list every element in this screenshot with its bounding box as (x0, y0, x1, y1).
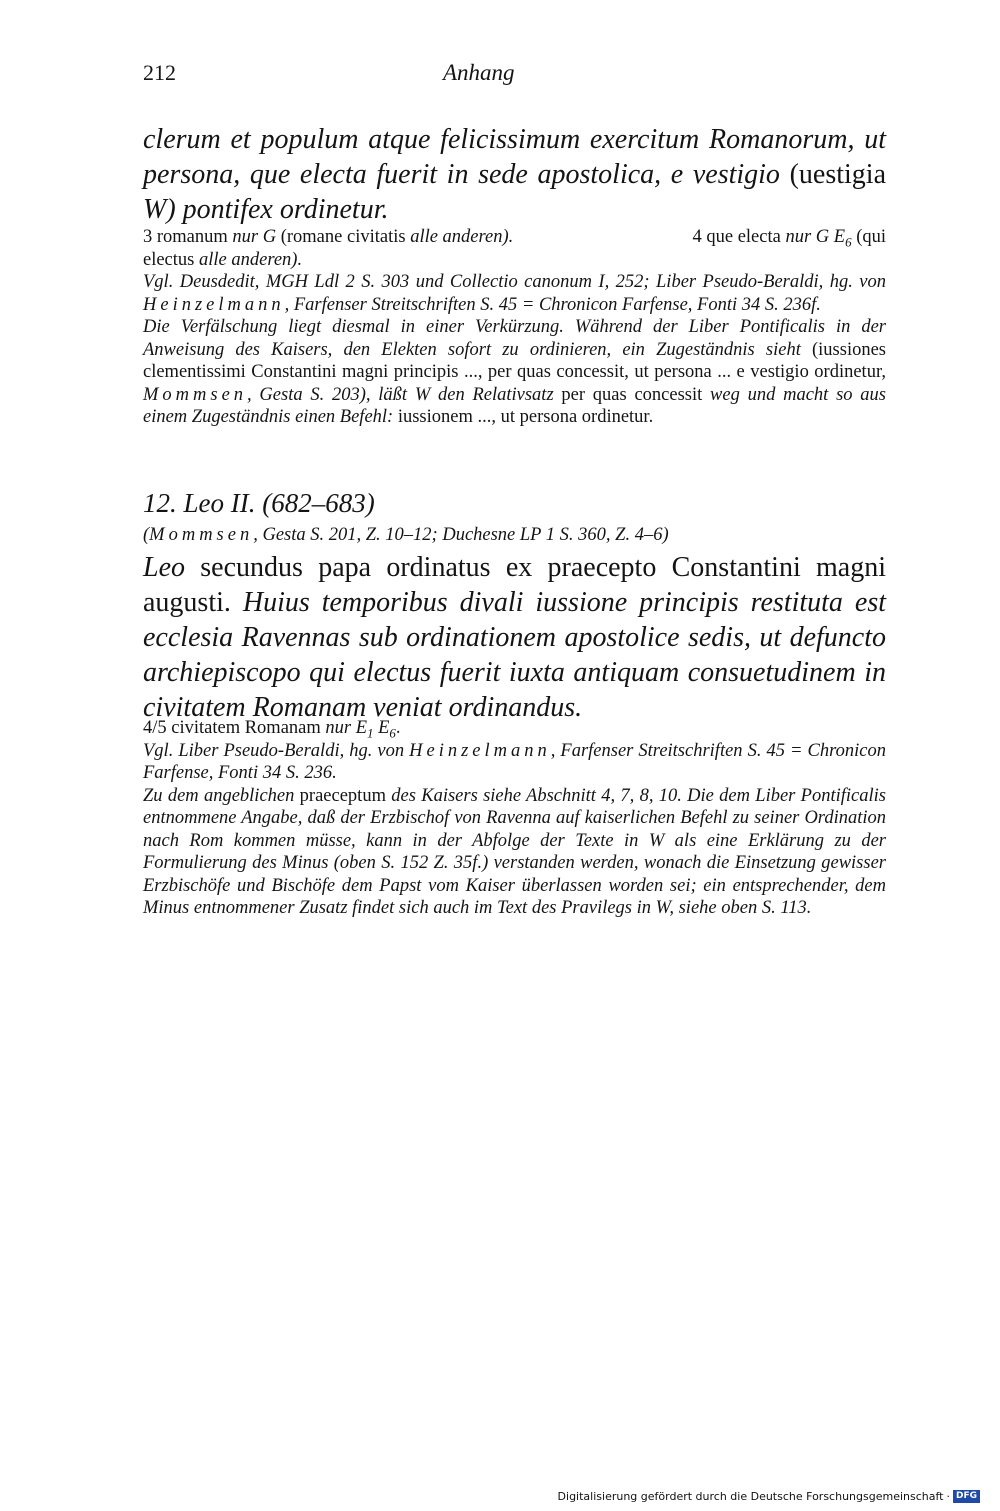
section-heading-12: 12. Leo II. (682–683) (143, 488, 375, 518)
text-segment: (romane civitatis (280, 227, 411, 247)
author-name: Heinzelmann (409, 740, 551, 761)
text-segment: secundus papa ordinatus ex praecepto Constantini magni augusti. (143, 552, 886, 618)
notes-11 (143, 226, 886, 429)
text-segment: Vgl. Deusdedit, MGH Ldl 2 S. 303 und Collectio canonum I, 252; Liber Pseudo-Beraldi, hg. von (143, 272, 886, 292)
text-segment: 4/5 civitatem Romanam (143, 718, 326, 738)
author-name: Mommsen (143, 384, 248, 405)
text-segment: , Farfenser Streitschriften S. 45 = Chronicon Farfense, Fonti 34 S. 236. (143, 740, 886, 783)
apparatus-right (693, 226, 887, 249)
text-segment: E (373, 718, 390, 738)
apparatus-11 (143, 226, 886, 271)
text-segment: Zu dem angeblichen (143, 785, 300, 806)
references-11 (143, 271, 886, 316)
main-text-12 (143, 550, 886, 725)
running-head: Anhang (443, 60, 515, 85)
text-segment: . (395, 718, 401, 738)
subscript: 1 (367, 725, 374, 741)
text-segment: (qui (851, 227, 886, 247)
text-segment: Die Verfälschung liegt diesmal in einer Verkürzung. Während der Liber Pontificalis in der Anweisung des Kaisers, den Elekten sofort zu ordinieren, ein Zugeständnis sieht (143, 317, 886, 360)
text-segment: ( (143, 525, 150, 545)
apparatus-left (143, 226, 513, 249)
commentary-11 (143, 316, 886, 429)
text-segment: 4 que electa (692, 227, 786, 247)
commentary-12 (143, 785, 886, 920)
text-segment: W) (143, 194, 183, 225)
author-name: Mommsen (149, 525, 254, 545)
text-segment: alle anderen). (199, 249, 303, 270)
text-segment: pontifex ordinetur. (182, 194, 389, 225)
notes-12 (143, 717, 886, 920)
page-number: 212 (143, 60, 176, 85)
main-text-11 (143, 122, 886, 227)
text-segment: clerum et populum atque felicissimum exercitum Romanorum, ut persona, que electa fuerit in sede apostolica, e vestigio (143, 124, 886, 190)
footer-dot: · (946, 1490, 950, 1503)
text-segment: Leo (143, 552, 201, 583)
subscript: 6 (845, 234, 852, 250)
text-segment: nur G E (785, 227, 846, 247)
section-source-12 (143, 525, 669, 546)
footer-credit (558, 1490, 980, 1503)
text-segment: praeceptum (299, 785, 392, 806)
text-segment: , Gesta S. 201, Z. 10–12; Duchesne LP 1 S. 360, Z. 4–6) (253, 525, 669, 545)
text-segment: (uestigia (789, 159, 886, 190)
text-segment: alle anderen). (410, 227, 514, 247)
text-segment: (iussiones clementissimi Constantini magni principis ..., per quas concessit, ut persona ... e vestigio ordinetur, (143, 339, 886, 382)
text-segment: , Gesta S. 203), läßt W den Relativsatz (247, 384, 562, 405)
author-name: Heinzelmann (143, 294, 285, 315)
text-segment: electus (143, 249, 199, 270)
references-12 (143, 740, 886, 785)
text-segment: nur G (232, 227, 281, 247)
text-segment: weg und macht so aus einem Zugeständnis einen Befehl: (143, 384, 886, 427)
text-segment: 3 romanum (143, 227, 233, 247)
apparatus-12 (143, 717, 886, 740)
text-segment: iussionem ..., ut persona ordinetur. (397, 407, 654, 427)
text-segment: Vgl. Liber Pseudo-Beraldi, hg. von (143, 740, 410, 761)
text-segment: Huius temporibus divali iussione principis restituta est ecclesia Ravennas sub ordinationem apostolice sedis, ut defuncto archiepiscopo qui electus fuerit iuxta antiquam consuetudinem in civitatem Romanam veniat ordinandus. (143, 587, 886, 723)
subscript: 6 (389, 725, 396, 741)
text-segment: , Farfenser Streitschriften S. 45 = Chronicon Farfense, Fonti 34 S. 236f. (284, 294, 821, 315)
dfg-logo: DFG (953, 1490, 980, 1503)
footer-text: Digitalisierung gefördert durch die Deutsche Forschungsgemeinschaft (557, 1490, 944, 1503)
text-segment: nur E (325, 718, 368, 738)
text-segment: per quas concessit (561, 384, 711, 405)
text-segment: des Kaisers siehe Abschnitt 4, 7, 8, 10. Die dem Liber Pontificalis entnommene Angabe, daß der Erzbischof von Ravenna auf kaiserlichen Befehl zu seiner Ordination nach Rom kommen müsse, kann in der Abfolge der Texte in W als eine Erklärung zu der Formulierung des Minus (oben S. 152 Z. 35f.) verstanden werden, wonach die Einsetzung gewisser Erzbischöfe und Bischöfe dem Papst vom Kaiser überlassen worden sei; ein entsprechender, dem Minus entnommener Zusatz findet sich auch im Text des Pravilegs in W, siehe oben S. 113. (143, 785, 886, 918)
